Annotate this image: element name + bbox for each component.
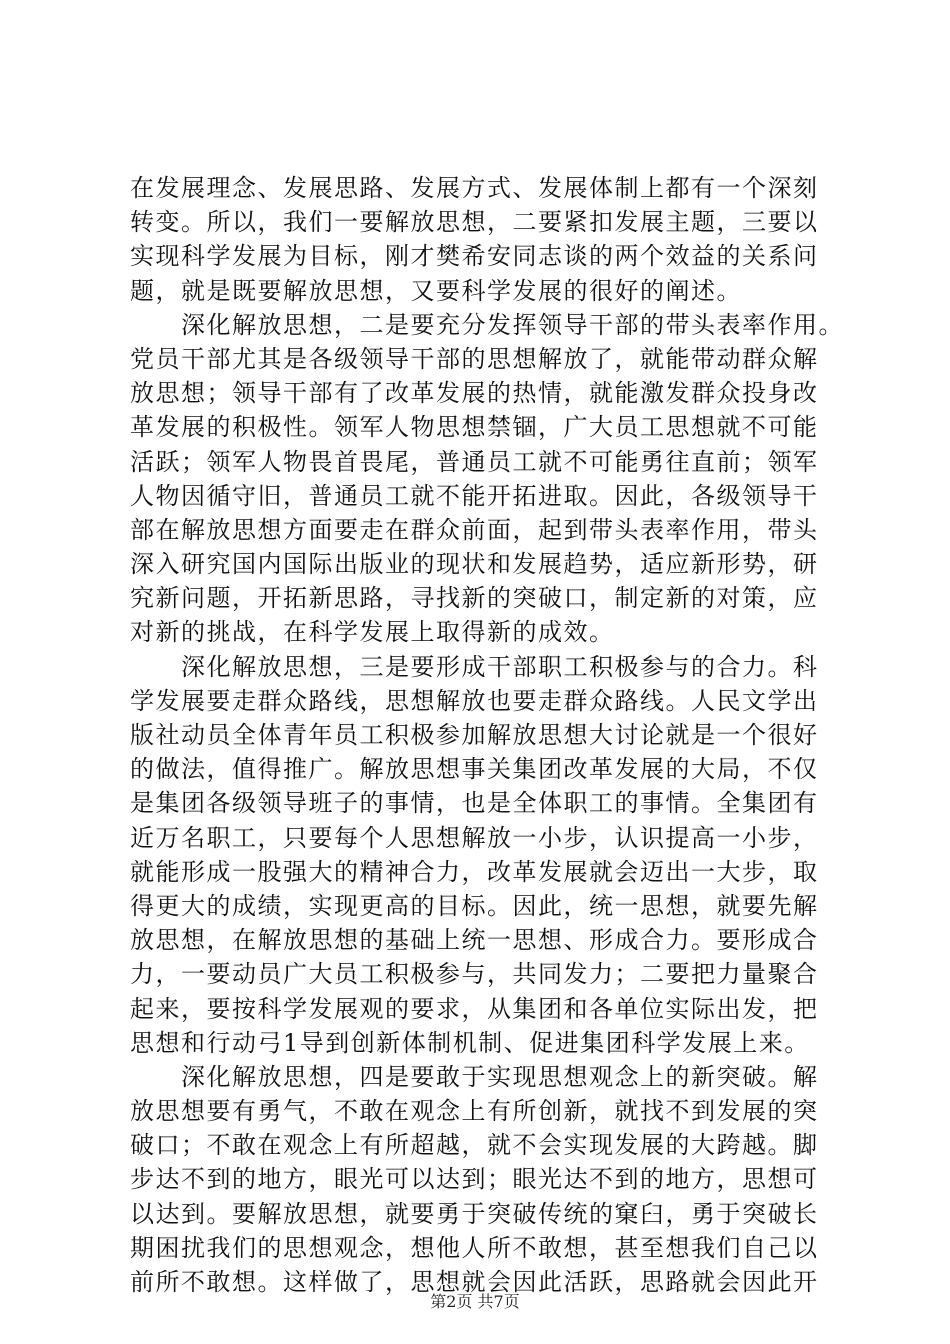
text-line: 题，就是既要解放思想，又要科学发展的很好的阐述。 bbox=[130, 276, 742, 305]
text-line: 在发展理念、发展思路、发展方式、发展体制上都有一个深刻 bbox=[130, 174, 819, 202]
text-line: 近万名职工，只要每个人思想解放一小步，认识提高一小步， bbox=[130, 823, 819, 852]
text-line: 革发展的积极性。领军人物思想禁锢，广大员工思想就不可能 bbox=[130, 413, 819, 442]
text-line: 对新的挑战，在科学发展上取得新的成效。 bbox=[130, 618, 615, 647]
page-number-footer: 第2页 共7页 bbox=[430, 1292, 520, 1311]
text-line: 是集团各级领导班子的事情，也是全体职工的事情。全集团有 bbox=[130, 789, 819, 818]
text-line: 步达不到的地方，眼光可以达到；眼光达不到的地方，思想可 bbox=[130, 1165, 819, 1194]
text-line: 放思想；领导干部有了改革发展的热情，就能激发群众投身改 bbox=[130, 379, 819, 408]
text-line: 的做法，值得推广。解放思想事关集团改革发展的大局，不仅 bbox=[130, 755, 819, 784]
text-line: 究新问题，开拓新思路，寻找新的突破口，制定新的对策，应 bbox=[130, 584, 819, 613]
text-line: 力，一要动员广大员工积极参与，共同发力；二要把力量聚合 bbox=[130, 960, 819, 989]
text-line: 学发展要走群众路线，思想解放也要走群众路线。人民文学出 bbox=[130, 686, 819, 715]
text-line: 部在解放思想方面要走在群众前面，起到带头表率作用，带头 bbox=[130, 515, 819, 544]
text-line: 前所不敢想。这样做了，思想就会因此活跃，思路就会因此开 bbox=[130, 1268, 819, 1296]
text-line: 放思想，在解放思想的基础上统一思想、形成合力。要形成合 bbox=[130, 926, 819, 955]
text-line: 思想和行动弓1导到创新体制机制、促进集团科学发展上来。 bbox=[130, 1028, 810, 1057]
text-line: 人物因循守旧，普通员工就不能开拓进取。因此，各级领导干 bbox=[130, 481, 819, 510]
text-line: 实现科学发展为目标，刚才樊希安同志谈的两个效益的关系问 bbox=[130, 242, 819, 271]
text-line: 得更大的成绩，实现更高的目标。因此，统一思想，就要先解 bbox=[130, 891, 819, 920]
text-line: 党员干部尤其是各级领导干部的思想解放了，就能带动群众解 bbox=[130, 344, 819, 373]
text-line: 破口；不敢在观念上有所超越，就不会实现发展的大跨越。脚 bbox=[130, 1131, 819, 1160]
text-line: 期困扰我们的思想观念，想他人所不敢想，甚至想我们自己以 bbox=[130, 1233, 819, 1262]
text-line: 深入研究国内国际出版业的现状和发展趋势，适应新形势，研 bbox=[130, 550, 819, 579]
text-line: 深化解放思想，三是要形成干部职工积极参与的合力。科 bbox=[130, 652, 819, 681]
text-line: 起来，要按科学发展观的要求，从集团和各单位实际出发，把 bbox=[130, 994, 819, 1023]
text-line: 深化解放思想，四是要敢于实现思想观念上的新突破。解 bbox=[130, 1062, 819, 1091]
text-line: 版社动员全体青年员工积极参加解放思想大讨论就是一个很好 bbox=[130, 721, 819, 749]
text-line: 就能形成一股强大的精神合力，改革发展就会迈出一大步，取 bbox=[130, 857, 819, 886]
text-line: 转变。所以，我们一要解放思想，二要紧扣发展主题，三要以 bbox=[130, 208, 819, 237]
body-text bbox=[130, 171, 844, 1299]
text-line: 放思想要有勇气，不敢在观念上有所创新，就找不到发展的突 bbox=[130, 1097, 819, 1126]
text-line: 深化解放思想，二是要充分发挥领导干部的带头表率作用。 bbox=[130, 310, 844, 339]
text-line: 以达到。要解放思想，就要勇于突破传统的窠臼，勇于突破长 bbox=[130, 1199, 819, 1228]
text-line: 活跃；领军人物畏首畏尾，普通员工就不可能勇往直前；领军 bbox=[130, 447, 819, 476]
